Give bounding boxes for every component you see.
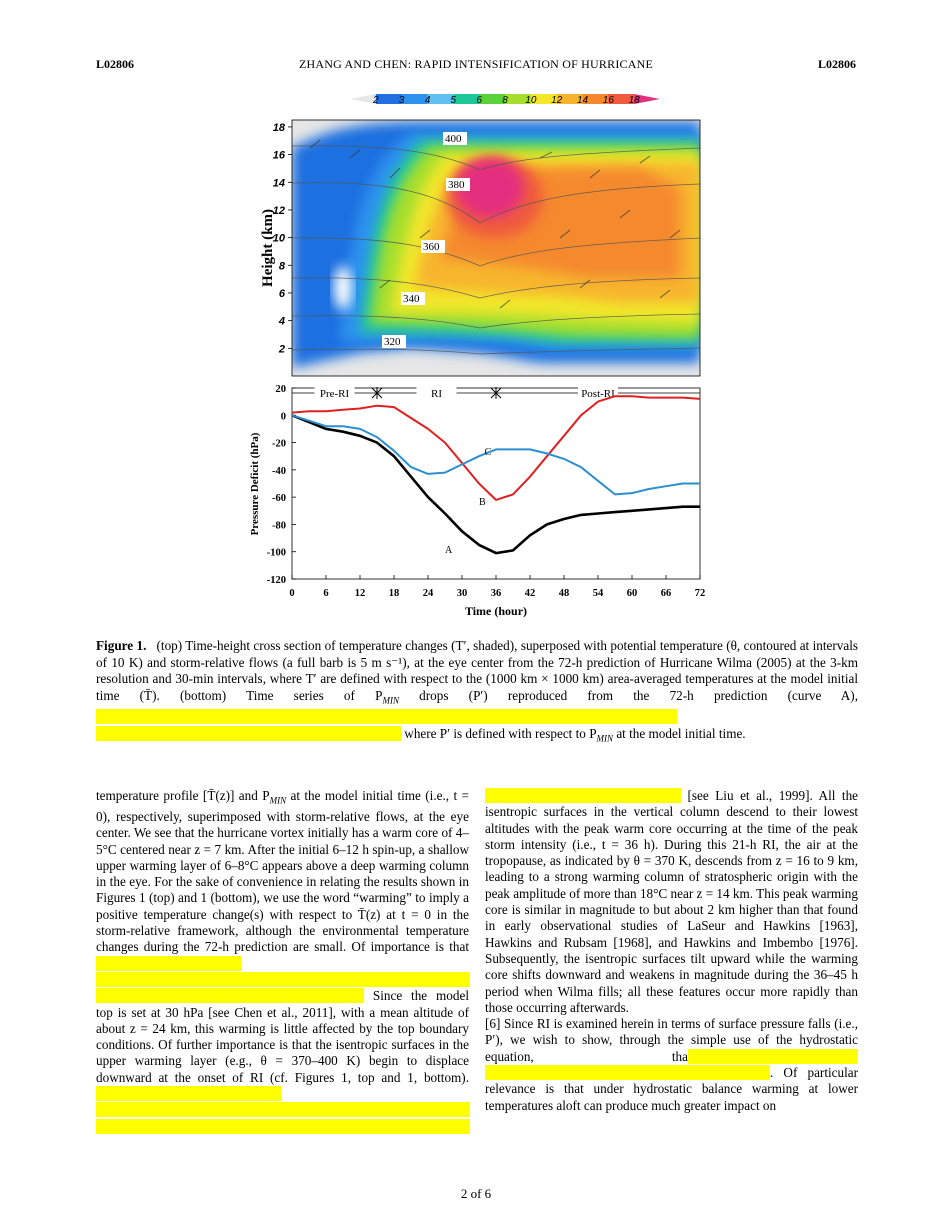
top-y-tick-label: 2 [278, 343, 285, 356]
contour-label: 360 [423, 241, 440, 253]
top-y-tick-label: 4 [278, 315, 285, 328]
top-y-tick-label: 8 [278, 260, 285, 273]
caption-part-1: (top) Time-height cross section of temperature changes (T′, shaded), superposed with potential temperature (θ, contoured at intervals of 10 K) and storm-relative flows (a full barb is 5 m s⁻¹), at the eye center from the 72-h prediction of Hurricane Wilma (2005) at the 3-km resolution and 30-min intervals, where T′ are defined with respect to the (1000 km × 1000 km) area-averaged temperatures at the model initial time (T̄). (bottom) Time series of P [96, 638, 858, 703]
top-y-tick-label: 10 [272, 232, 285, 245]
right-highlight-redaction-3 [485, 1065, 770, 1080]
right-text-a: [see Liu et al., 1999]. All the isentropic surfaces in the vertical column descend to their lowest altitudes with the peak warm core occurring at the time of the peak storm intensity (i.e., t = 36 h). During this 21-h RI, the air at the tropopause, as indicated by θ = 370 K, descends from z = 16 to 9 km, leading to a strong warming column of stratospheric origin with the peak amplitude of more than 18°C near z = 14 km. This peak warming core is similar in magnitude to but about 2 km higher than that found in early observational studies of LaSeur and Hawkins [1963], Hawkins and Rubsam [1968], and Hawkins and Imbembo [1976]. Subsequently, the isentropic surfaces tilt upward while the warming core shifts downward and weakens in magnitude during the 36–45 h period when Wilma fills; all these features occur more rapidly than those occurring afterwards. [485, 788, 859, 1015]
curve-label: B [479, 497, 486, 509]
figure-caption [96, 638, 858, 747]
x-tick-label: 54 [592, 588, 604, 599]
colorbar-tick-label: 4 [424, 95, 431, 106]
y-tick-label: -20 [272, 438, 286, 450]
page-number: 2 of 6 [460, 1186, 492, 1201]
x-tick-label: 0 [289, 588, 295, 599]
y-tick-label: -80 [272, 520, 286, 532]
x-tick-label: 12 [354, 588, 366, 599]
colorbar-tick-label: 10 [525, 95, 537, 106]
bottom-panel [249, 384, 705, 618]
top-y-tick-label: 12 [272, 204, 285, 217]
top-y-tick-label: 16 [272, 149, 285, 162]
y-tick-label: -40 [272, 465, 286, 477]
x-tick-label: 60 [626, 588, 638, 599]
left-highlight-redaction-4 [96, 1086, 282, 1101]
curve-label: A [445, 544, 453, 556]
caption-pmin-sub-2: MIN [596, 733, 614, 744]
figure-1 [240, 88, 720, 628]
caption-pmin-sub: MIN [382, 695, 399, 706]
x-tick-label: 24 [422, 588, 434, 599]
top-y-tick-label: 14 [272, 177, 285, 190]
top-y-axis-label: Height (km) [260, 209, 276, 287]
colorbar-tick-label: 14 [576, 95, 589, 106]
y-tick-label: -120 [266, 575, 286, 586]
left-highlight-redaction-3 [96, 988, 364, 1003]
right-highlight-redaction-2 [688, 1049, 858, 1064]
temperature-shading [292, 120, 700, 376]
x-tick-label: 72 [694, 588, 706, 599]
x-tick-label: 30 [456, 588, 468, 599]
top-panel [260, 120, 700, 376]
caption-highlight-redaction [96, 709, 677, 724]
right-text-b: [6] Since RI is examined herein in terms of surface pressure falls (i.e., P′), we wish to show, through the simple use of the hydrostatic equation, tha [485, 1016, 858, 1064]
right-highlight-redaction-1 [485, 788, 681, 803]
top-y-tick-label: 18 [272, 121, 285, 134]
plot-area [292, 388, 700, 579]
y-tick-label: 0 [280, 411, 286, 423]
left-highlight-redaction-2 [96, 972, 470, 987]
running-title: ZHANG AND CHEN: RAPID INTENSIFICATION OF HURRICANE [298, 57, 653, 71]
top-y-tick-label: 6 [278, 287, 285, 300]
colorbar-tick-label: 18 [628, 95, 640, 106]
left-text-c: Since the model top is set at 30 hPa [see Chen et al., 2011], with a mean altitude of about z = 24 km, this warming is little affected by the top boundary conditions. Of further importance is that the isentropic surfaces in the upper warming layer (e.g., θ = 370–400 K) begin to displace downward at the onset of RI (cf. Figures 1, top and 1, bottom). [96, 988, 469, 1085]
colorbar-tick-label: 2 [373, 95, 379, 106]
caption-highlight-redaction-2 [96, 726, 401, 741]
contour-label: 340 [403, 293, 420, 305]
curve-label: C [484, 446, 492, 458]
contour-label: 380 [448, 179, 465, 191]
colorbar-tick-label: 6 [476, 95, 482, 106]
y-tick-label: 20 [275, 384, 286, 395]
caption-part-3: where P′ is defined with respect to P [401, 725, 597, 741]
phase-label: Pre-RI [319, 388, 350, 400]
y-tick-label: -60 [272, 493, 286, 505]
colorbar-tick-label: 3 [398, 95, 405, 106]
left-text-b: at the model initial time (i.e., t = 0), respectively, superimposed with storm-relative flows, at the eye center. We see that the hurricane vortex initially has a warm core of 4–5°C centered near z = 7 km. After the initial 6–12 h spin-up, a shallow upper warming layer of 6–8°C appears above a deep warming column in the eye. For the sake of convenience in relating the results shown in Figures 1 (top) and 1 (bottom), we use the word “warming” to imply a positive temperature change(s) with respect to T̄(z) at t = 0 in the storm-relative framework, although the environmental temperature changes during the 72-h prediction are small. Of importance is that [96, 788, 469, 955]
caption-part-2: drops (P′) reproduced from the 72-h prediction (curve A), [398, 687, 858, 703]
colorbar-tick-label: 16 [602, 95, 614, 106]
x-tick-label: 6 [323, 588, 329, 599]
header-left-id: L02806 [96, 57, 135, 71]
contour-label: 400 [445, 133, 462, 145]
phase-label: RI [431, 388, 442, 400]
colorbar [350, 94, 660, 106]
x-tick-label: 18 [388, 588, 400, 599]
colorbar-tick-label: 8 [502, 95, 508, 106]
header-right-id: L02806 [817, 57, 856, 71]
y-tick-label: -100 [266, 547, 286, 559]
colorbar-tick-label: 12 [551, 95, 563, 106]
caption-part-4: at the model initial time. [613, 725, 746, 741]
colorbar-arrow-left [350, 94, 376, 104]
left-highlight-redaction-5 [96, 1102, 470, 1117]
x-tick-label: 66 [660, 588, 672, 599]
colorbar-tick-label: 5 [450, 95, 457, 106]
contour-label: 320 [384, 336, 401, 348]
y-axis-label: Pressure Deficit (hPa) [249, 432, 261, 536]
right-column [485, 788, 858, 1114]
left-highlight-redaction-1 [96, 956, 242, 971]
x-tick-label: 36 [490, 588, 502, 599]
x-tick-label: 48 [558, 588, 570, 599]
phase-label: Post-RI [581, 388, 615, 400]
caption-label: Figure 1. [96, 638, 147, 653]
left-pmin-sub: MIN [269, 795, 287, 806]
left-text-a: temperature profile [T̄(z)] and P [96, 788, 270, 803]
right-text-c: . Of particular relevance is that under hydrostatic balance warming at lower temperatures aloft can produce much greater impact on [485, 1065, 858, 1113]
left-highlight-redaction-6 [96, 1119, 470, 1134]
left-column [96, 788, 469, 1135]
x-axis-label: Time (hour) [464, 604, 528, 618]
x-tick-label: 42 [524, 588, 536, 599]
